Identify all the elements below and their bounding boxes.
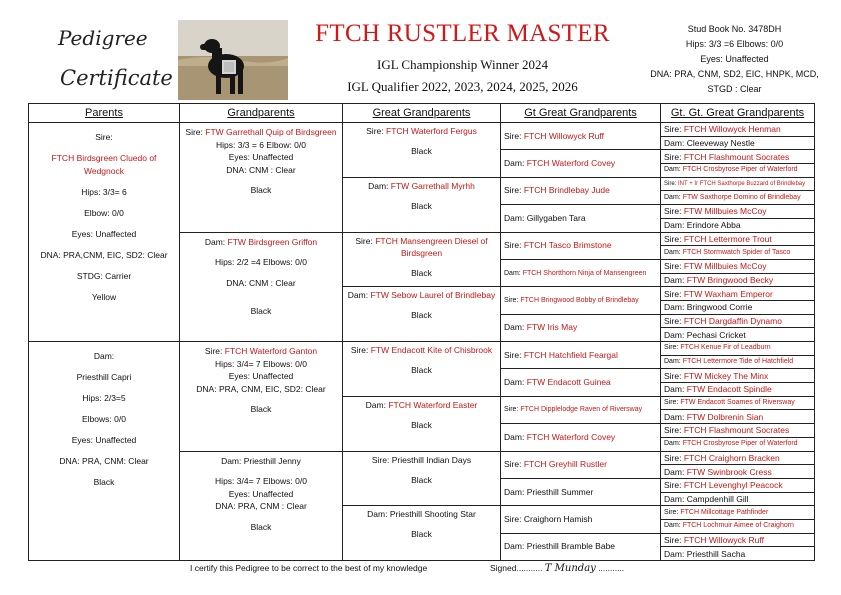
gt-gt-great-grandparent-prefix: Dam: [664,302,685,313]
gt-gt-great-grandparent-cell [661,451,815,465]
grandparent-ss-cell [180,123,343,233]
gt-great-grandparent-cell [501,177,661,204]
gt-gt-great-grandparent-cell [661,506,815,520]
grandparent-dna: DNA: PRA, CNM : Clear [215,501,307,511]
grandparent-name: Priesthill Jenny [243,455,301,466]
great-grandparent-prefix: Sire: [350,345,369,355]
gt-gt-great-grandparent-cell [661,519,815,533]
gt-gt-great-grandparent-cell [661,205,815,219]
grandparent-hips: Hips: 3/4= 7 Elbows: 0/0 [215,476,307,486]
parent-color: Black [93,477,115,487]
gt-gt-great-grandparent-cell [661,547,815,561]
pedigree-row [29,342,815,356]
gt-gt-great-grandparent-cell [661,410,815,424]
grandparent-prefix: Dam: [221,455,242,466]
great-grandparent-color: Black [411,200,432,211]
certificate-script-label: Certificate [60,66,173,90]
gt-gt-great-grandparent-name: FTCH Millcottage Pathfinder [680,508,769,516]
header-eyes: Eyes: Unaffected [700,54,769,64]
gt-gt-great-grandparent-prefix: Sire: [664,315,682,326]
grandparent-name: FTW Garrethall Quip of Birdsgreen [205,127,337,137]
parent-stdg: STDG: Carrier [76,271,132,281]
gt-gt-great-grandparent-cell [661,492,815,506]
signature-line [490,563,624,574]
dog-name-title: FTCH RUSTLER MASTER [315,20,610,47]
pedigree-row [29,123,815,137]
grandparent-eyes: Eyes: Unaffected [228,488,294,499]
gt-gt-great-grandparent-prefix: Dam: [664,522,681,530]
gt-gt-great-grandparent-cell [661,437,815,451]
gt-gt-great-grandparent-cell [661,342,815,356]
gt-gt-great-grandparent-cell [661,369,815,383]
gt-gt-great-grandparent-name: FTCH Levenghyl Peacock [683,480,783,491]
grandparent-dd-cell [180,451,343,561]
header-hips-elbows: Hips: 3/3 =6 Elbows: 0/0 [685,39,784,49]
great-grandparent-cell [343,123,501,178]
gt-great-grandparent-cell [501,478,661,505]
gt-gt-great-grandparent-prefix: Dam: [664,440,681,448]
gt-gt-great-grandparent-prefix: Sire: [664,288,682,299]
parent-dna: DNA: PRA, CNM: Clear [59,456,149,466]
gt-great-grandparent-name: Priesthill Summer [526,486,594,497]
gt-gt-great-grandparent-name: FTW Endacott Spindle [686,384,772,395]
gt-gt-great-grandparent-prefix: Dam: [664,548,685,559]
gt-great-grandparent-cell [501,205,661,232]
gt-gt-great-grandparent-cell [661,164,815,178]
parent-label: Sire: [95,132,113,142]
gt-great-grandparent-name: FTCH Shortthorn Ninja of Mansengreen [522,269,647,277]
gt-gt-great-grandparent-cell [661,191,815,205]
gt-great-grandparent-prefix: Dam: [504,158,525,169]
gt-gt-great-grandparent-name: FTCH Lettermore Trout [683,233,772,244]
gt-great-grandparent-cell [501,314,661,341]
gt-gt-great-grandparent-name: FTW Millbuies McCoy [683,206,767,217]
great-grandparent-color: Black [411,267,432,278]
pedigree-script-label: Pedigree [58,26,148,50]
column-header-gt-great-grandparents: Gt Great Grandparents [501,104,661,123]
gt-gt-great-grandparent-prefix: Dam: [664,166,681,174]
gt-gt-great-grandparent-cell [661,218,815,232]
great-grandparent-prefix: Dam: [367,509,388,520]
qualifier-line: IGL Qualifier 2022, 2023, 2024, 2025, 2026 [347,79,578,94]
great-grandparent-prefix: Dam: [368,180,389,191]
gt-great-grandparent-prefix: Dam: [504,212,525,223]
gt-great-grandparent-cell [501,150,661,177]
great-grandparent-prefix: Sire: [366,126,384,136]
gt-great-grandparent-cell [501,369,661,396]
parent-elbow: Elbow: 0/0 [84,208,124,218]
gt-gt-great-grandparent-cell [661,273,815,287]
grandparent-sd-cell [180,232,343,342]
gt-gt-great-grandparent-name: FTW Dolbrenin Sian [686,411,764,422]
gt-gt-great-grandparent-name: FTW Bringwood Becky [686,274,774,285]
gt-gt-great-grandparent-prefix: Sire: [664,151,682,162]
gt-gt-great-grandparent-cell [661,287,815,301]
gt-great-grandparent-prefix: Sire: [504,406,519,414]
gt-great-grandparent-prefix: Sire: [504,296,519,304]
gt-gt-great-grandparent-prefix: Sire: [664,261,682,272]
signature: T Munday [544,563,596,574]
great-grandparent-name: FTCH Waterford Fergus [386,126,477,136]
grandparent-dna: DNA: PRA, CNM, EIC, SD2: Clear [196,383,326,394]
gt-great-grandparent-name: Gillygaben Tara [526,212,586,223]
gt-gt-great-grandparent-cell [661,314,815,328]
gt-gt-great-grandparent-name: Priesthill Sacha [686,548,746,559]
gt-gt-great-grandparent-cell [661,478,815,492]
gt-gt-great-grandparent-prefix: Sire: [664,233,682,244]
grandparent-dna: DNA: CNM : Clear [226,164,296,175]
gt-great-grandparent-cell [501,451,661,478]
header-stgd: STGD : Clear [707,84,762,94]
gt-great-grandparent-prefix: Sire: [504,130,522,141]
great-grandparent-cell [343,451,501,506]
gt-great-grandparent-prefix: Sire: [504,513,522,524]
great-grandparent-cell [343,396,501,451]
gt-gt-great-grandparent-prefix: Sire: [664,425,682,436]
gt-great-grandparent-name: Priesthill Bramble Babe [526,541,616,552]
grandparent-prefix: Sire: [185,127,203,137]
gt-gt-great-grandparent-prefix: Dam: [664,248,681,256]
parent-eyes: Eyes: Unaffected [71,435,137,445]
parent-name: Priesthill Capri [76,372,132,382]
parent-elbows: Elbows: 0/0 [82,414,126,424]
grandparent-color: Black [250,185,272,195]
grandparent-prefix: Dam: [204,236,226,247]
grandparent-eyes: Eyes: Unaffected [228,152,294,162]
gt-great-grandparent-name: FTW Iris May [526,322,578,333]
grandparent-hips: Hips: 3/3 = 6 Elbow: 0/0 [215,139,306,150]
gt-gt-great-grandparent-name: FTCH Craighorn Bracken [683,452,780,463]
column-header-grandparents: Grandparents [180,104,343,123]
grandparent-ds-cell [180,342,343,452]
great-grandparent-color: Black [411,419,432,430]
gt-great-grandparent-cell [501,342,661,369]
parent-eyes: Eyes: Unaffected [71,229,137,239]
great-grandparent-name: FTW Endacott Kite of Chisbrook [370,345,493,355]
gt-gt-great-grandparent-prefix: Dam: [664,274,685,285]
gt-gt-great-grandparent-cell [661,232,815,246]
gt-gt-great-grandparent-prefix: Sire: [664,206,682,217]
grandparent-hips: Hips: 3/4= 7 Elbows: 0/0 [215,358,307,369]
gt-great-grandparent-prefix: Dam: [504,269,521,277]
gt-gt-great-grandparent-name: FTCH Flashmount Socrates [683,151,790,162]
grandparent-color: Black [250,404,272,414]
gt-gt-great-grandparent-name: FTCH Crosbyrose Piper of Waterford [682,440,798,448]
parent-dna: DNA: PRA,CNM, EIC, SD2: Clear [40,250,168,260]
great-grandparent-prefix: Dam: [347,290,369,301]
gt-great-grandparent-name: FTW Endacott Guinea [526,377,611,388]
gt-gt-great-grandparent-name: Campdenhill Gill [686,493,749,504]
gt-great-grandparent-prefix: Dam: [504,377,525,388]
great-grandparent-cell [343,177,501,232]
gt-gt-great-grandparent-prefix: Dam: [664,220,685,231]
gt-gt-great-grandparent-cell [661,150,815,164]
great-grandparent-cell [343,232,501,287]
great-grandparent-cell [343,342,501,397]
gt-gt-great-grandparent-cell [661,396,815,410]
parent-label: Dam: [93,351,115,361]
gt-gt-great-grandparent-name: FTCH Flashmount Socrates [683,425,790,436]
gt-great-grandparent-name: FTCH Greyhill Rustler [523,459,607,470]
gt-great-grandparent-name: FTCH Willowyck Ruff [523,130,604,141]
gt-gt-great-grandparent-prefix: Sire: [664,181,677,188]
grandparent-eyes: Eyes: Unaffected [228,371,294,381]
gt-great-grandparent-name: FTCH Waterford Covey [526,158,616,169]
grandparent-color: Black [250,306,272,316]
gt-gt-great-grandparent-prefix: Dam: [664,329,685,340]
gt-gt-great-grandparent-prefix: Dam: [664,411,685,422]
gt-gt-great-grandparent-name: FTCH Dargdaffin Dynamo [683,315,782,326]
great-grandparent-name: FTW Garrethall Myrhh [390,180,475,191]
parent-dam-cell [29,342,180,561]
certification-statement: I certify this Pedigree to be correct to the best of my knowledge [190,563,428,573]
gt-great-grandparent-name: FTCH Waterford Covey [526,431,616,442]
gt-gt-great-grandparent-prefix: Dam: [664,193,681,201]
pedigree-table [28,103,815,561]
gt-gt-great-grandparent-name: FTCH Willowyck Henman [683,124,781,135]
gt-great-grandparent-cell [501,506,661,533]
championship-subtitle: IGL Championship Winner 2024 [377,57,548,72]
great-grandparent-name: Priesthill Shooting Star [389,509,476,520]
gt-gt-great-grandparent-prefix: Sire: [664,399,679,407]
gt-gt-great-grandparent-name: Bringwood Corrie [686,302,753,313]
signed-label: Signed........... [490,563,543,573]
gt-gt-great-grandparent-name: FTCH Kenue Fir of Leadburn [680,344,771,352]
great-grandparent-name: FTCH Mansengreen Diesel of Birdsgreen [375,235,488,258]
gt-gt-great-grandparent-prefix: Sire: [664,370,682,381]
gt-great-grandparent-cell [501,259,661,286]
great-grandparent-prefix: Dam: [365,399,386,410]
gt-gt-great-grandparent-name: INT + Ir FTCH Saxthorpe Buzzard of Brindlebay [678,181,806,188]
gt-great-grandparent-name: FTCH Tasco Brimstone [523,240,612,251]
gt-great-grandparent-name: FTCH Hatchfield Feargal [523,349,618,360]
gt-gt-great-grandparent-prefix: Sire: [664,534,682,545]
gt-gt-great-grandparent-prefix: Sire: [664,452,682,463]
gt-gt-great-grandparent-cell [661,136,815,150]
great-grandparent-color: Black [411,310,432,321]
gt-great-grandparent-prefix: Sire: [504,240,522,251]
gt-gt-great-grandparent-cell [661,328,815,342]
gt-great-grandparent-prefix: Dam: [504,541,525,552]
grandparent-prefix: Sire: [204,346,223,356]
gt-gt-great-grandparent-name: FTCH Stormwatch Spider of Tasco [682,248,791,256]
great-grandparent-prefix: Sire: [371,454,390,465]
gt-gt-great-grandparent-prefix: Dam: [664,384,685,395]
gt-great-grandparent-cell [501,396,661,423]
dog-photo [178,20,288,100]
grandparent-name: FTW Birdsgreen Griffon [227,236,318,247]
gt-great-grandparent-prefix: Sire: [504,349,522,360]
gt-great-grandparent-name: Craighorn Hamish [523,513,593,524]
gt-gt-great-grandparent-name: FTW Millbuies McCoy [683,261,767,272]
column-header-parents: Parents [29,104,180,123]
gt-great-grandparent-name: FTCH Bringwood Bobby of Brindlebay [520,296,639,304]
stud-book-number: Stud Book No. 3478DH [687,24,782,34]
gt-gt-great-grandparent-name: Cleeveway Nestle [686,138,755,149]
great-grandparent-color: Black [411,365,432,375]
gt-gt-great-grandparent-cell [661,177,815,191]
gt-gt-great-grandparent-prefix: Sire: [664,480,682,491]
parent-hips: Hips: 3/3= 6 [81,187,127,197]
grandparent-color: Black [250,521,272,532]
great-grandparent-name: FTW Sebow Laurel of Brindlebay [370,290,496,301]
gt-great-grandparent-prefix: Dam: [504,486,525,497]
gt-gt-great-grandparent-prefix: Sire: [664,344,679,352]
grandparent-hips: Hips: 2/2 =4 Elbows: 0/0 [215,257,307,267]
gt-gt-great-grandparent-name: FTCH Lettermore Tide of Hatchfield [682,358,794,366]
parent-color: Yellow [91,292,117,302]
gt-great-grandparent-cell [501,424,661,451]
grandparent-name: FTCH Waterford Ganton [224,346,318,356]
gt-gt-great-grandparent-cell [661,465,815,479]
gt-great-grandparent-prefix: Sire: [504,459,522,470]
gt-gt-great-grandparent-prefix: Dam: [664,493,685,504]
grandparent-dna: DNA: CNM : Clear [226,277,296,288]
gt-gt-great-grandparent-name: FTCH Willowyck Ruff [683,534,764,545]
gt-great-grandparent-cell [501,287,661,314]
great-grandparent-name: Priesthill Indian Days [391,454,472,465]
gt-gt-great-grandparent-name: FTCH Crosbyrose Piper of Waterford [682,166,798,174]
column-header-gt-gt-great-grandparents: Gt. Gt. Great Grandparents [661,104,815,123]
gt-gt-great-grandparent-cell [661,300,815,314]
gt-gt-great-grandparent-prefix: Dam: [664,138,685,149]
gt-gt-great-grandparent-name: Pechasi Cricket [686,329,746,340]
gt-great-grandparent-prefix: Dam: [504,431,525,442]
great-grandparent-prefix: Sire: [355,235,373,246]
gt-gt-great-grandparent-prefix: Sire: [664,124,682,135]
gt-great-grandparent-prefix: Sire: [504,185,522,196]
gt-gt-great-grandparent-name: FTW Saxthorpe Domino of Brindlebay [682,193,801,201]
column-header-great-grandparents: Great Grandparents [343,104,501,123]
gt-great-grandparent-name: FTCH Brindlebay Jude [523,185,610,196]
parent-sire-cell [29,123,180,342]
gt-gt-great-grandparent-name: Erindore Abba [686,220,741,231]
signed-tail: ........... [598,563,625,573]
gt-gt-great-grandparent-prefix: Sire: [664,508,679,516]
gt-gt-great-grandparent-name: FTW Endacott Soames of Riversway [680,399,795,407]
gt-gt-great-grandparent-name: FTW Mickey The Minx [683,370,769,381]
header-dna: DNA: PRA, CNM, SD2, EIC, HNPK, MCD, [650,69,819,79]
gt-gt-great-grandparent-prefix: Dam: [664,466,685,477]
great-grandparent-color: Black [411,529,432,540]
gt-great-grandparent-cell [501,533,661,560]
gt-gt-great-grandparent-name: FTCH Lochmuir Aimee of Craighorn [682,522,794,530]
gt-gt-great-grandparent-cell [661,123,815,137]
gt-gt-great-grandparent-cell [661,246,815,260]
gt-gt-great-grandparent-cell [661,259,815,273]
gt-gt-great-grandparent-name: FTW Swinbrook Cress [686,466,772,477]
great-grandparent-cell [343,506,501,561]
gt-gt-great-grandparent-cell [661,424,815,438]
gt-gt-great-grandparent-cell [661,355,815,369]
gt-gt-great-grandparent-cell [661,383,815,397]
great-grandparent-color: Black [411,146,432,156]
great-grandparent-color: Black [411,474,432,485]
great-grandparent-cell [343,287,501,342]
gt-great-grandparent-prefix: Dam: [504,322,525,333]
gt-great-grandparent-cell [501,123,661,150]
parent-hips: Hips: 2/3=5 [82,393,126,403]
great-grandparent-name: FTCH Waterford Easter [388,399,478,410]
gt-great-grandparent-cell [501,232,661,259]
gt-gt-great-grandparent-cell [661,533,815,547]
parent-name: FTCH Birdsgreen Cluedo of Wedgnock [51,153,157,176]
gt-great-grandparent-name: FTCH Dipplelodge Raven of Riversway [520,406,643,414]
gt-gt-great-grandparent-prefix: Dam: [664,358,681,366]
gt-gt-great-grandparent-name: FTW Waxham Emperor [683,288,773,299]
